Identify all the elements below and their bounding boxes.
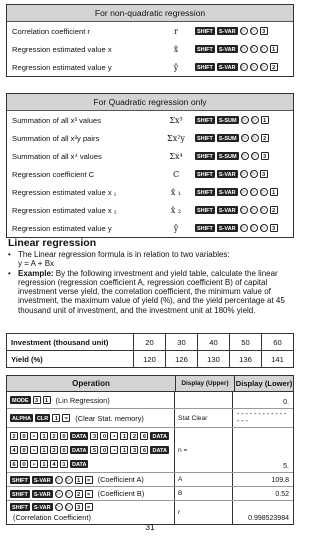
comma-key: • [110,432,118,440]
key-sequence [195,188,278,196]
table-cell: 30 [166,334,198,351]
key-0: 0 [20,446,28,454]
nonquad-header: For non-quadratic regression [7,5,293,22]
cursor-right-key: ▷ [250,188,258,196]
display-upper: Stat Clear [175,409,233,427]
table-row [7,58,293,76]
key-shift: SHIFT [12,477,28,484]
table-row [7,129,293,147]
key-6: 6 [140,446,148,454]
cursor-right-key: ▷ [250,224,258,232]
key-s-sum: S-SUM [218,118,237,124]
key-2: 2 [270,206,278,214]
cursor-right-key: ▷ [250,63,258,71]
example-label: Example: [18,268,54,278]
row-symbol: ŷ [173,62,179,72]
quad-table [6,93,294,238]
cursor-right-key: ▷ [251,116,259,124]
operation-table [6,375,294,525]
key-clr: CLR [36,416,49,422]
key-3: 3 [130,446,138,454]
key-sequence [195,170,268,178]
key-s-sum: S-SUM [218,154,237,160]
display-upper [175,392,233,408]
key-data: DATA [152,434,167,440]
key-0: 0 [100,432,108,440]
investment-yield-table [6,333,294,368]
cursor-right-key: ▷ [260,188,268,196]
key-0: 0 [60,446,68,454]
operation-cell [7,501,175,524]
table-row [7,147,293,165]
key-data: DATA [72,434,87,440]
row-label: Summation of all x²y pairs [12,133,100,143]
cursor-right-key: ▷ [240,206,248,214]
key-1: 1 [60,460,68,468]
key-s-var: S-VAR [33,505,51,511]
key-0: 0 [20,460,28,468]
row-label-investment: Investment (thousand unit) [7,334,134,351]
cursor-right-key: ▷ [65,490,73,498]
row-label: Regression estimated value y [12,223,112,233]
key-sequence [195,63,278,71]
nonquad-rows [7,22,293,76]
key-shift: SHIFT [12,505,28,511]
table-row [7,334,294,351]
cursor-right-key: ▷ [260,63,268,71]
key-shift: SHIFT [12,491,28,498]
row-label: Regression estimated value x [12,44,112,54]
operation-description: (Correlation Coefficient) [13,513,91,522]
key-1: 1 [120,432,128,440]
comma-key: • [30,432,38,440]
key-shift: SHIFT [197,190,213,196]
key-data: DATA [72,462,87,468]
page-number: 31 [145,522,155,532]
cursor-right-key: ▷ [55,503,63,511]
key-s-var: S-VAR [218,190,236,196]
display-lower: 0. [283,399,289,406]
key-s-var: S-VAR [218,47,236,53]
row-symbol: ŷ [173,223,179,233]
row-label: Regression coefficient C [12,169,95,179]
row-label: Correlation coefficient r [12,26,90,36]
key-2: 2 [261,134,269,142]
row-symbol: x̂ ₁ [170,187,182,197]
key-1: 1 [40,460,48,468]
key-3: 3 [50,446,58,454]
key-2: 2 [75,490,83,498]
key-1: 1 [52,414,60,422]
cursor-right-key: ▷ [251,134,259,142]
key-shift: SHIFT [197,65,213,71]
key-shift: SHIFT [197,154,213,160]
key-3: 3 [260,170,268,178]
cursor-right-key: ▷ [55,490,63,498]
cursor-right-key: ▷ [241,116,249,124]
cursor-right-key: ▷ [240,27,248,35]
row-label: Summation of all x⁴ values [12,151,102,161]
operation-description: (Coefficient B) [97,489,145,498]
key-2: 2 [270,63,278,71]
cursor-right-key: ▷ [240,224,248,232]
comma-key: • [30,446,38,454]
table-row [7,111,293,129]
display-lower: 5. [283,463,289,470]
cursor-right-key: ▷ [65,476,73,484]
cursor-right-key: ▷ [240,45,248,53]
table-cell: 20 [134,334,166,351]
key-4: 4 [10,446,18,454]
table-cell: 60 [262,334,294,351]
key-3: 3 [270,224,278,232]
key-s-var: S-VAR [218,172,236,178]
row-symbol: Σx²y [167,133,185,143]
key-1: 1 [270,45,278,53]
cursor-right-key: ▷ [260,206,268,214]
key-shift: SHIFT [197,226,213,232]
key-3: 3 [90,432,98,440]
table-row [7,501,293,524]
table-row [7,428,293,473]
display-upper: B [175,487,233,500]
key-1: 1 [43,396,51,404]
row-label-yield: Yield (%) [7,351,134,368]
key-s-var: S-VAR [218,65,236,71]
row-label: Summation of all x³ values [12,115,102,125]
key-6: 6 [140,432,148,440]
row-symbol: C [172,169,180,179]
comma-key: • [110,446,118,454]
table-row [7,183,293,201]
key-1: 1 [120,446,128,454]
key-shift: SHIFT [197,208,213,214]
row-label: Regression estimated value x ₁ [12,187,117,197]
row-symbol: Σx³ [169,115,183,125]
display-upper: A [175,473,233,486]
display-lower: 0.998523984 [248,515,289,522]
bullet-icon: • [8,250,11,259]
operation-description: (Coefficient A) [97,475,144,484]
key-0: 0 [60,432,68,440]
key-1: 1 [40,432,48,440]
cursor-right-key: ▷ [250,170,258,178]
equals-key: = [85,503,93,511]
table-row [7,201,293,219]
table-cell: 50 [230,334,262,351]
display-lower: 109.8 [271,477,289,484]
table-row [7,22,293,40]
operation-rows [7,392,293,524]
row-symbol: r [174,26,178,36]
key-s-sum: S-SUM [218,136,237,142]
key-shift: SHIFT [197,172,213,178]
row-symbol: Σx⁴ [169,151,183,161]
col-display-lower: Display (Lower) [235,379,293,388]
equals-key: = [85,490,93,498]
key-6: 6 [10,460,18,468]
key-shift: SHIFT [197,29,213,35]
bullet-text: The Linear regression formula is in relation to two variables: [18,250,230,259]
key-0: 0 [20,432,28,440]
key-sequence [195,116,269,124]
quad-rows [7,111,293,237]
display-lower: 0.52 [275,491,289,498]
display-upper: r [175,501,233,524]
equals-key: = [62,414,70,422]
key-sequence [195,224,278,232]
comma-key: • [30,460,38,468]
key-sequence [195,45,278,53]
key-2: 2 [50,432,58,440]
col-display-upper: Display (Upper) [176,376,235,391]
display-lower: - - - - - - - - - - - - - - - [237,411,287,425]
example-item [8,269,292,315]
key-sequence [195,27,268,35]
linear-regression-text [8,250,292,315]
key-sequence [195,206,278,214]
key-0: 0 [100,446,108,454]
operation-cell [7,473,175,486]
row-symbol: x̂ [173,44,179,54]
nonquad-table [6,4,294,77]
operation-header [7,376,293,392]
key-1: 1 [261,116,269,124]
bullet-icon: • [8,268,11,278]
key-s-var: S-VAR [218,226,236,232]
key-4: 4 [50,460,58,468]
key-shift: SHIFT [197,136,213,142]
quad-header: For Quadratic regression only [7,94,293,111]
table-cell: 130 [198,351,230,368]
table-row [7,487,293,501]
key-3: 3 [75,503,83,511]
table-row [7,409,293,428]
cursor-right-key: ▷ [240,188,248,196]
formula: y = A + Bx [18,259,55,269]
equals-key: = [85,476,93,484]
operation-description: (Clear Stat. memory) [75,413,144,423]
operation-cell [7,392,175,408]
cursor-right-key: ▷ [241,152,249,160]
key-3: 3 [33,396,41,404]
key-shift: SHIFT [197,118,213,124]
cursor-right-key: ▷ [250,45,258,53]
row-label: Regression estimated value x ₂ [12,205,117,215]
key-data: DATA [152,448,167,454]
key-sequence [195,134,269,142]
cursor-right-key: ▷ [55,476,63,484]
key-2: 2 [10,432,18,440]
key-1: 1 [75,476,83,484]
linear-regression-title: Linear regression [8,237,97,249]
table-row [7,40,293,58]
formula-line [8,259,292,268]
row-symbol: x̂ ₂ [170,205,182,215]
key-3: 3 [260,27,268,35]
example-text: By the following investment and yield table, calculate the linear regression (regression coefficient A, regression coefficient B) of capital investment verse yield, the correlation coefficient, the minimum value of investment, the maximum value of yield (%), and the yield percentage at 45 thousand unit of investment, and the investment unit at 180% yield. [18,268,285,315]
cursor-right-key: ▷ [65,503,73,511]
key-mode: MODE [12,398,29,404]
key-alpha: ALPHA [12,416,31,422]
key-shift: SHIFT [197,47,213,53]
table-row [7,392,293,409]
row-label: Regression estimated value y [12,62,112,72]
table-row [7,219,293,237]
bullet-item [8,250,292,259]
cursor-right-key: ▷ [260,224,268,232]
key-data: DATA [72,448,87,454]
table-row [7,473,293,487]
key-5: 5 [90,446,98,454]
table-row [7,165,293,183]
table-cell: 136 [230,351,262,368]
key-s-var: S-VAR [33,491,51,498]
cursor-right-key: ▷ [250,206,258,214]
key-s-var: S-VAR [33,477,51,484]
key-3: 3 [261,152,269,160]
cursor-right-key: ▷ [241,134,249,142]
display-upper: n = [175,428,233,472]
key-s-var: S-VAR [218,29,236,35]
col-operation: Operation [7,376,176,391]
cursor-right-key: ▷ [260,45,268,53]
operation-description: (Lin Regression) [55,395,110,405]
cursor-right-key: ▷ [251,152,259,160]
key-s-var: S-VAR [218,208,236,214]
operation-cell [7,409,175,427]
cursor-right-key: ▷ [250,27,258,35]
cursor-right-key: ▷ [240,63,248,71]
table-cell: 40 [198,334,230,351]
operation-cell [7,428,175,472]
key-sequence [195,152,269,160]
operation-cell [7,487,175,500]
key-1: 1 [270,188,278,196]
key-1: 1 [40,446,48,454]
key-2: 2 [130,432,138,440]
cursor-right-key: ▷ [240,170,248,178]
table-cell: 120 [134,351,166,368]
table-cell: 126 [166,351,198,368]
table-cell: 141 [262,351,294,368]
table-row [7,351,294,368]
